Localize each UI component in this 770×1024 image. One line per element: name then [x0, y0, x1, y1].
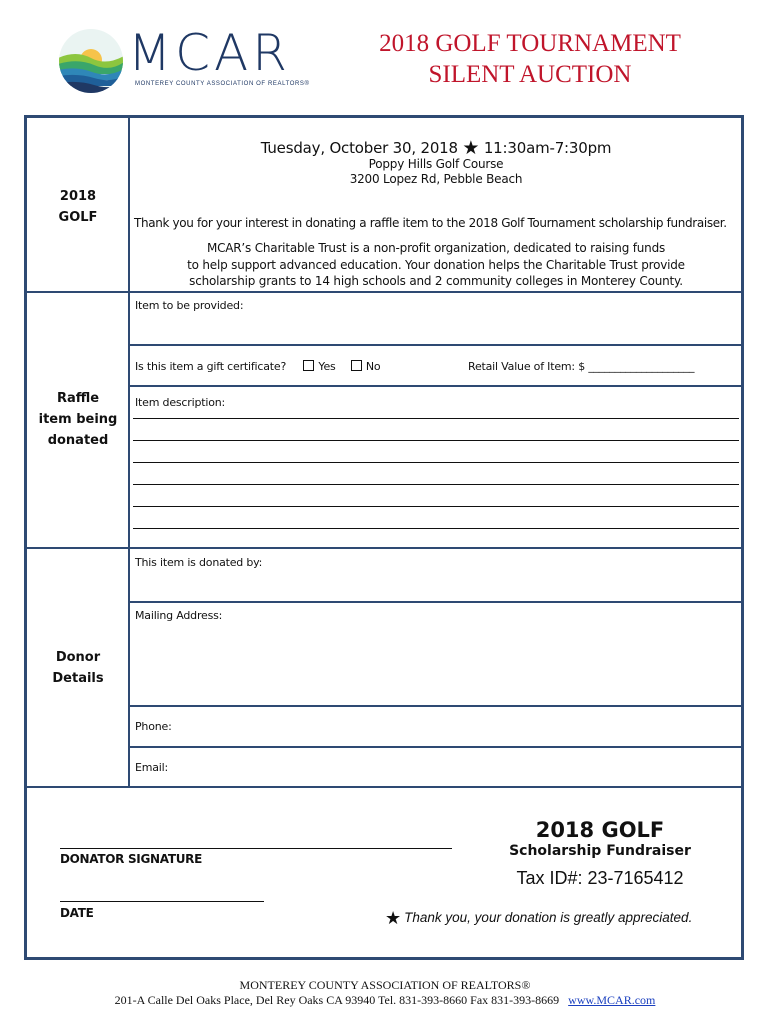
- section-divider-donor: [26, 786, 742, 788]
- event-venue: Poppy Hills Golf Course: [368, 157, 504, 171]
- intro-side-label: [26, 186, 130, 228]
- star-icon: ★: [385, 908, 402, 928]
- description-line[interactable]: [133, 462, 739, 463]
- mcar-logo-icon: [58, 28, 124, 94]
- email-field[interactable]: Email:: [135, 761, 169, 774]
- raffle-side-label: [26, 388, 130, 451]
- fundraiser-subtitle: Scholarship Fundraiser: [509, 843, 691, 859]
- date-line[interactable]: [60, 901, 264, 902]
- row-divider-phone: [129, 746, 742, 748]
- trust-line-3: scholarship grants to 14 high schools and 2 community colleges in Monterey County.: [189, 274, 683, 288]
- star-icon: ★: [462, 137, 480, 159]
- raffle-side-label-line2: item being: [38, 412, 118, 427]
- event-date: Tuesday, October 30, 2018: [260, 139, 458, 157]
- donator-signature-label: DONATOR SIGNATURE: [60, 852, 202, 866]
- raffle-side-label-line3: donated: [47, 433, 109, 448]
- description-line[interactable]: [133, 440, 739, 441]
- mcar-logo: [58, 24, 310, 98]
- footer-address: 201-A Calle Del Oaks Place, Del Rey Oaks CA 93940 Tel. 831-393-8660 Fax 831-393-8669: [114, 993, 560, 1007]
- row-divider-mailing: [129, 705, 742, 707]
- intro-side-label-line2: GOLF: [58, 210, 98, 225]
- description-line[interactable]: [133, 506, 739, 507]
- thank-you-text: Thank you for your interest in donating a raffle item to the 2018 Golf Tournament scholarship fundraiser.: [134, 216, 727, 230]
- logo-subtitle: MONTEREY COUNTY ASSOCIATION OF REALTORS®: [135, 81, 310, 87]
- mailing-address-field[interactable]: Mailing Address:: [135, 609, 223, 622]
- row-divider-item: [129, 344, 742, 346]
- description-line[interactable]: [133, 528, 739, 529]
- event-date-time: [130, 137, 742, 159]
- no-label: No: [365, 360, 381, 373]
- tax-id: Tax ID#: 23-7165412: [516, 868, 684, 888]
- row-divider-gift: [129, 385, 742, 387]
- description-line[interactable]: [133, 484, 739, 485]
- thanks-note: [385, 908, 692, 929]
- event-time: 11:30am-7:30pm: [483, 139, 612, 157]
- footer-association: MONTEREY COUNTY ASSOCIATION OF REALTORS®: [239, 978, 531, 992]
- retail-value-field[interactable]: Retail Value of Item: $ ____________________: [468, 360, 695, 373]
- intro-side-label-line1: 2018: [59, 189, 97, 204]
- section-divider-intro: [26, 291, 742, 293]
- raffle-side-label-line1: Raffle: [56, 391, 100, 406]
- item-provided-field[interactable]: Item to be provided:: [135, 299, 244, 312]
- section-divider-raffle: [26, 547, 742, 549]
- yes-checkbox[interactable]: [303, 360, 314, 371]
- no-checkbox[interactable]: [351, 360, 362, 371]
- donor-side-label-line1: Donor: [55, 650, 101, 665]
- logo-wordmark: MCAR: [128, 24, 291, 82]
- footer-contact: [0, 993, 770, 1008]
- event-address: 3200 Lopez Rd, Pebble Beach: [349, 172, 523, 186]
- title-line-2: SILENT AUCTION: [428, 61, 632, 88]
- title-line-1: 2018 GOLF TOURNAMENT: [379, 30, 681, 57]
- donor-side-label: [26, 647, 130, 689]
- trust-line-1: MCAR’s Charitable Trust is a non-profit organization, dedicated to raising funds: [206, 241, 666, 255]
- gift-cert-question: Is this item a gift certificate?: [135, 360, 287, 373]
- page-title: [340, 28, 720, 90]
- fundraiser-title: 2018 GOLF: [535, 818, 665, 842]
- website-link[interactable]: www.MCAR.com: [568, 993, 656, 1007]
- row-divider-donated-by: [129, 601, 742, 603]
- thanks-text: Thank you, your donation is greatly appreciated.: [404, 910, 693, 925]
- gift-certificate-row: [135, 360, 380, 373]
- yes-label: Yes: [318, 360, 336, 373]
- donor-side-label-line2: Details: [52, 671, 104, 686]
- donator-signature-line[interactable]: [60, 848, 452, 849]
- donated-by-field[interactable]: This item is donated by:: [135, 556, 263, 569]
- date-label: DATE: [60, 906, 94, 920]
- description-line[interactable]: [133, 418, 739, 419]
- item-description-label: Item description:: [135, 396, 226, 409]
- phone-field[interactable]: Phone:: [135, 720, 172, 733]
- trust-line-2: to help support advanced education. Your donation helps the Charitable Trust provide: [187, 258, 685, 272]
